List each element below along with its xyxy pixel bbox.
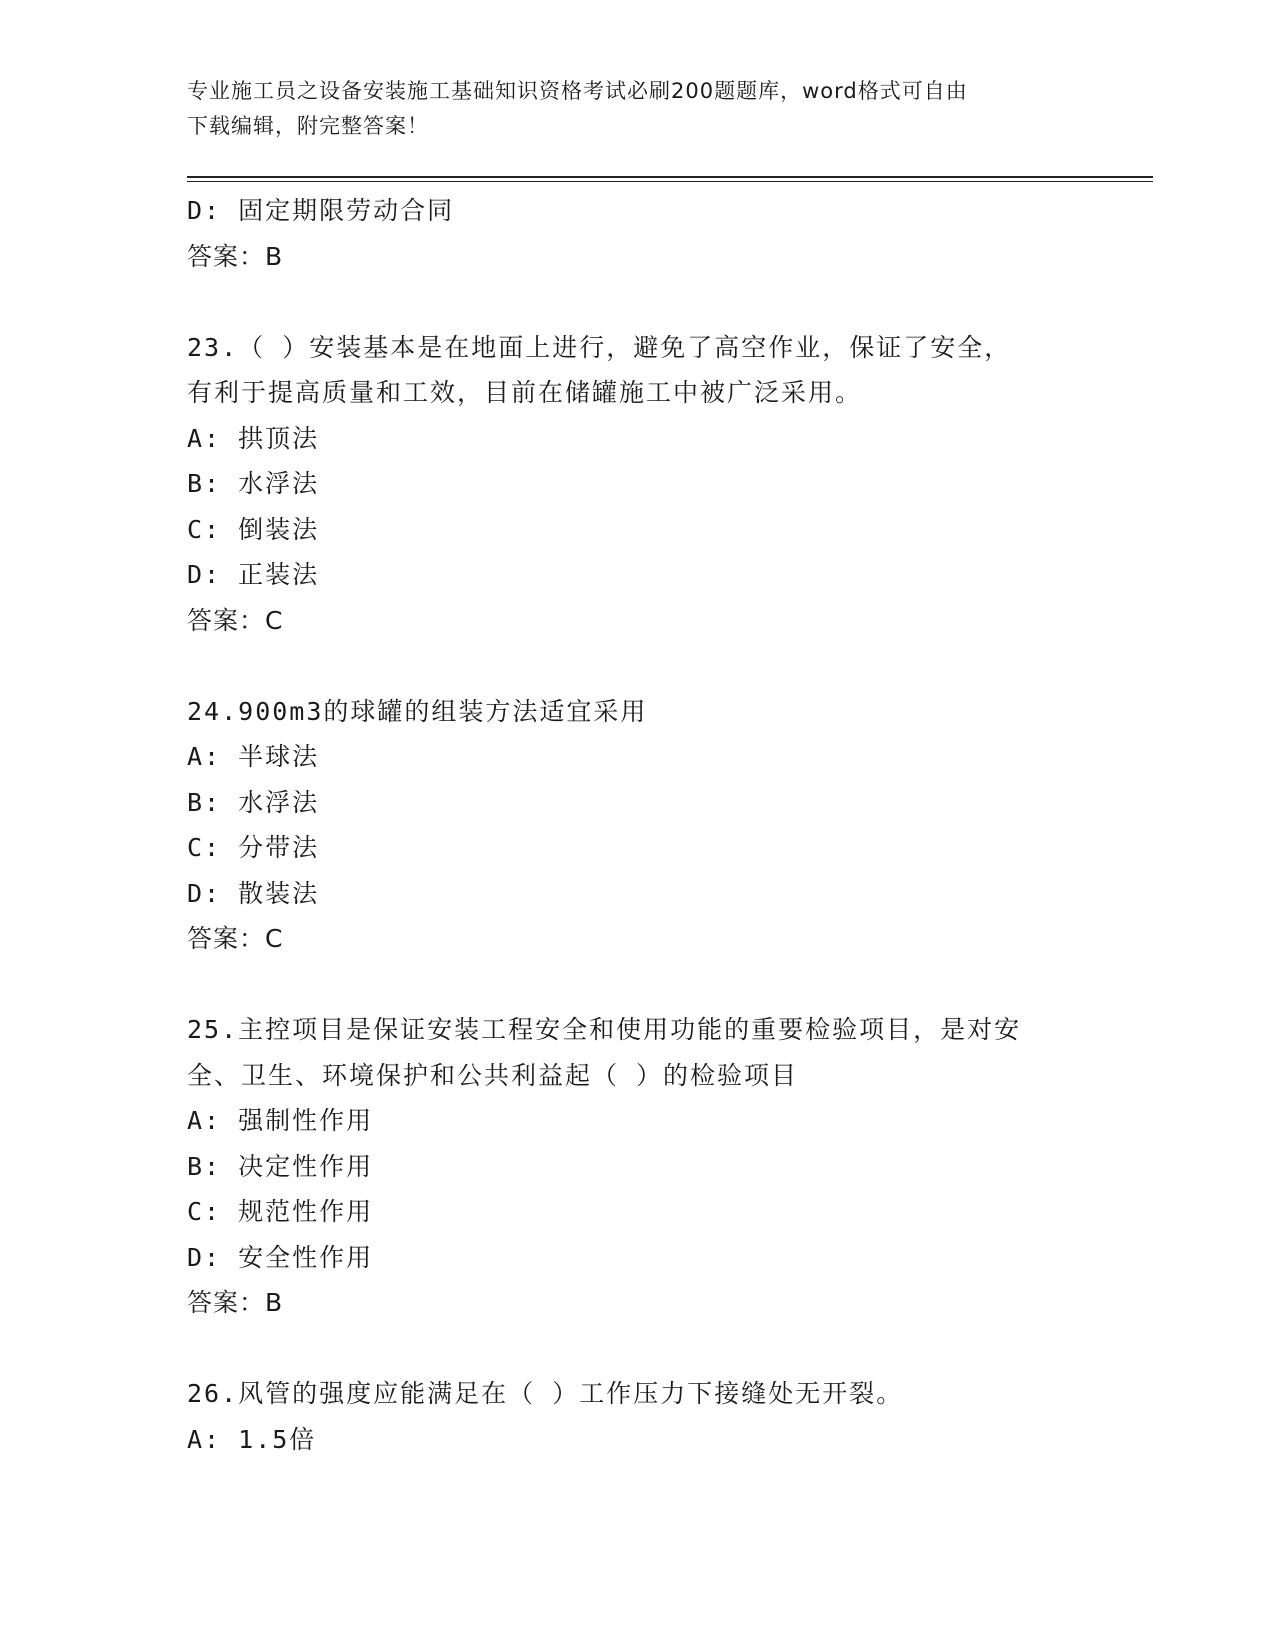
question-list bbox=[187, 188, 1087, 1462]
answer: 答案：B bbox=[187, 241, 284, 271]
question-24-option-b: B: 水浮法 bbox=[187, 787, 320, 817]
question-23-option-d: D: 正装法 bbox=[187, 560, 320, 589]
question-23-option-b: B: 水浮法 bbox=[187, 469, 320, 498]
question-25-option-b: B: 决定性作用 bbox=[187, 1151, 374, 1181]
question-26-stem-line-1: 26.风管的强度应能满足在（ ）工作压力下接缝处无开裂。 bbox=[187, 1379, 904, 1408]
question-26-option-a: A: 1.5倍 bbox=[187, 1424, 317, 1454]
header-line-2: 下载编辑，附完整答案！ bbox=[187, 114, 429, 138]
header-line-1: 专业施工员之设备安装施工基础知识资格考试必刷200题题库，word格式可自由 bbox=[187, 79, 968, 103]
question-23-option-a: A: 拱顶法 bbox=[187, 423, 320, 453]
question-24-option-a: A: 半球法 bbox=[187, 742, 320, 771]
question-23-stem-line-1: 23.（ ）安装基本是在地面上进行，避免了高空作业，保证了安全， bbox=[187, 332, 1012, 362]
question-24-answer: 答案：C bbox=[187, 924, 284, 953]
question-23-option-c: C: 倒装法 bbox=[187, 514, 320, 544]
question-24-option-d: D: 散装法 bbox=[187, 878, 320, 908]
header-divider-thin bbox=[187, 181, 1153, 182]
question-25-option-a: A: 强制性作用 bbox=[187, 1106, 374, 1135]
question-24-option-c: C: 分带法 bbox=[187, 833, 320, 862]
question-23-stem-line-2: 有利于提高质量和工效，目前在储罐施工中被广泛采用。 bbox=[187, 378, 863, 407]
question-23-answer: 答案：C bbox=[187, 605, 284, 635]
document-header bbox=[187, 74, 1087, 144]
header-divider-thick bbox=[187, 176, 1153, 178]
question-25-answer: 答案：B bbox=[187, 1288, 284, 1317]
question-25-stem-line-1: 25.主控项目是保证安装工程安全和使用功能的重要检验项目，是对安 bbox=[187, 1015, 1022, 1044]
option-d: D: 固定期限劳动合同 bbox=[187, 196, 455, 225]
question-25-stem-line-2: 全、卫生、环境保护和公共利益起（ ）的检验项目 bbox=[187, 1060, 799, 1090]
question-25-option-c: C: 规范性作用 bbox=[187, 1197, 374, 1226]
question-25-option-d: D: 安全性作用 bbox=[187, 1242, 374, 1272]
question-24-stem-line-1: 24.900m3的球罐的组装方法适宜采用 bbox=[187, 696, 648, 726]
